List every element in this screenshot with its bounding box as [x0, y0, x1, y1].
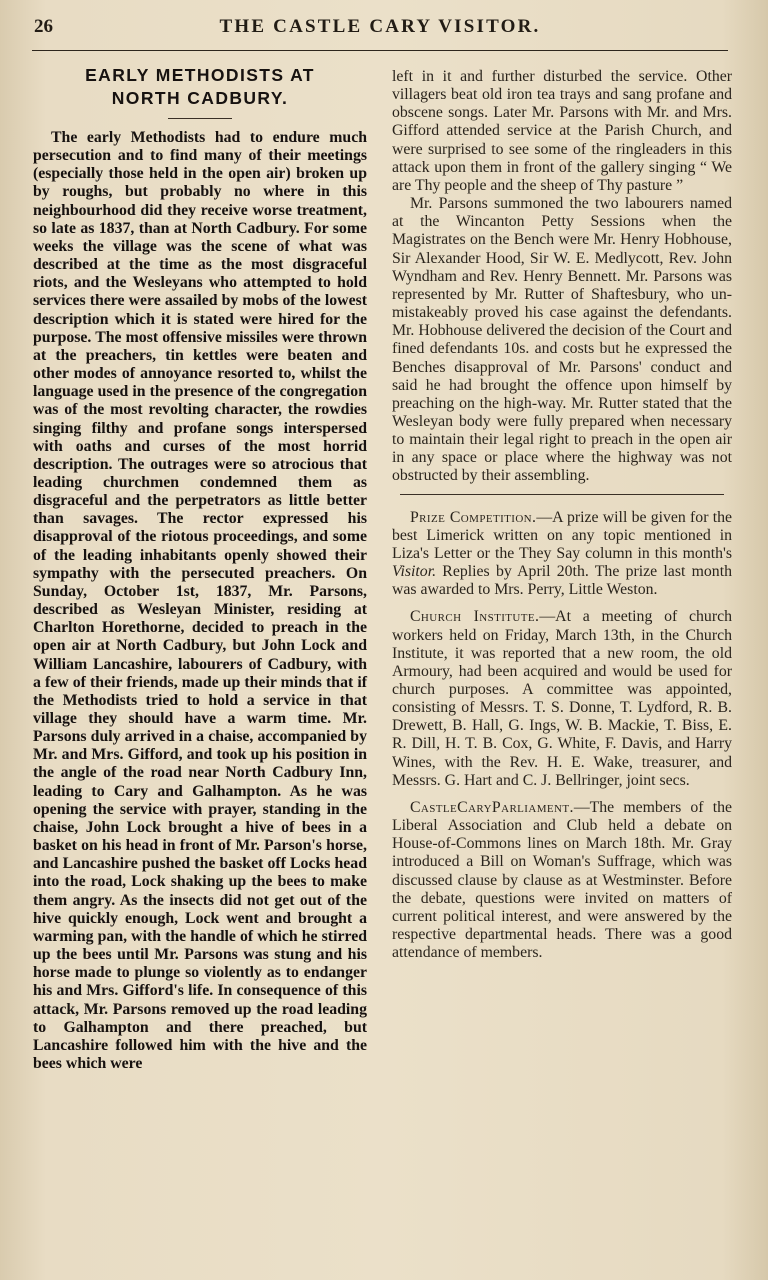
notice-heading: CastleCaryParliament. [410, 798, 574, 816]
page-header [32, 14, 728, 44]
article-body-right-2: Mr. Parsons summoned the two labourers named at the Wincanton Petty Sessions when the Magistrates on the Bench were Mr. Henry Hobhouse, Sir Alexander Hood, Sir W. E. Medlycott, Rev. John Wyndham and Rev. Henry Bennett. Mr. Parsons was represented by Mr. Rutter of Shaftesbury, who unmistakeably proved his case against the defendants. Mr. Hobhouse delivered the decision of the Court and fined defendants 10s. and costs but he expressed the Benches disapproval of Mr. Parsons' conduct and said he had brought the offence upon himself by preaching on the high-way. Mr. Rutter stated that the Wesleyan body were fully prepared when necessary to maintain their legal right to preach in the open air in any space or place where the highway was not obstructed by their assembling. [392, 195, 732, 485]
right-column [392, 68, 732, 962]
article-title-line-1: EARLY METHODISTS AT [85, 65, 315, 85]
section-divider [400, 494, 724, 495]
notice-prize-competition [392, 509, 732, 600]
article-body-right-1: left in it and further disturbed the service. Other villagers beat old iron tea trays and sang profane and obscene songs. Later Mr. Parsons with Mr. and Mrs. Gifford attended service at the Parish Church, and were surprised to see some of the ringleaders in this attack upon them in front of the gallery singing “ We are Thy people and the sheep of Thy pasture ” [392, 68, 732, 194]
notice-body: —The members of the Liberal Association and Club held a debate on House-of-Commons lines on March 18th. Mr. Gray introduced a Bill on Woman's Suffrage, which was discussed clause by clause as at Westminster. Before the debate, questions were invited on matters of current political interest, and were answered by the respective departmental heads. There was a good attendance of members. [392, 798, 732, 962]
left-column [33, 64, 367, 1073]
notice-body: —A prize will be given for the best Limerick written on any topic mentioned in Liza's Letter or the They Say column in this month's [392, 508, 732, 562]
notice-heading: Prize Competition. [410, 508, 537, 526]
title-divider [168, 118, 232, 119]
article-body-left: The early Methodists had to endure much persecution and to find many of their meetings (especially those held in the open air) broken up by roughs, but probably no where in this neighbourhood did they receive worse treatment, so late as 1837, than at North Cadbury. For some weeks the village was the scene of what was described at the time as the most disgraceful riots, and the Wesleyans who attempted to hold services there were assailed by mobs of the lowest description which it is stated were hired for the purpose. The most offensive missiles were thrown at the preachers, tin kettles were beaten and other modes of annoyance resorted to, whilst the language used in the presence of the congregation was of the most revolting character, the rowdies singing filthy and profane songs interspersed with oaths and curses of the most horrid description. The outrages were so atrocious that leading churchmen condemned them as disgraceful and the perpetrators as little better than savages. The rector expressed his disapproval of the riotous proceedings, and some of the leading inhabitants openly showed their sympathy with the persecuted preachers. On Sunday, October 1st, 1837, Mr. Parsons, described as Wesleyan Minister, residing at Charlton Horethorne, decided to preach in the open air at North Cadbury, but John Lock and William Lancashire, labourers of Cadbury, with a few of their friends, made up their minds that if the Methodists tried to hold a service in that village they should have a warm time. Mr. Parsons duly arrived in a chaise, accompanied by Mr. and Mrs. Gifford, and took up his position in the angle of the road near North Cadbury Inn, leading to Cary and Galhampton. As he was opening the service with prayer, standing in the chaise, John Lock brought a hive of bees in a basket on his head in front of Mr. Parson's horse, and Lancashire pushed the basket off Locks head into the road, Lock shaking up the bees to make them angry. As the insects did not get out of the hive quickly enough, Lock went and brought a warming pan, with the handle of which he stirred up the bees until Mr. Parsons was stung and his horse made to plunge so violently as to endanger his and Mrs. Gifford's life. In consequence of this attack, Mr. Parsons removed up the road leading to Galhampton and there preached, but Lancashire followed him with the hive and the bees which were [33, 129, 367, 1072]
publication-title: THE CASTLE CARY VISITOR. [219, 16, 541, 37]
page-number: 26 [34, 16, 53, 37]
header-rule [32, 50, 728, 51]
article-title-line-2: NORTH CADBURY. [111, 88, 289, 108]
notice-heading: Church Institute. [410, 608, 540, 626]
notice-body: —At a meeting of church workers held on Friday, March 13th, in the Church Institute, it was reported that a new room, the old Armoury, had been acquired and would be used for church purposes. A committee was appointed, consisting of Messrs. T. S. Donne, T. Lydford, R. B. Drewett, B. Hall, G. Ings, W. B. Mackie, T. Biss, E. R. Dill, H. T. B. Cox, G. White, F. Davis, and Harry Wines, with the Rev. H. E. Wake, treasurer, and Messrs. G. Hart and C. J. Bellringer, joint secs. [392, 608, 732, 789]
notice-castle-cary-parliament [392, 799, 732, 962]
notice-body-after: Replies by April 20th. The prize last month was awarded to Mrs. Perry, Little Weston. [392, 563, 732, 599]
notice-italic: Visitor. [392, 563, 437, 581]
article-title [33, 64, 367, 110]
notice-church-institute [392, 608, 732, 790]
